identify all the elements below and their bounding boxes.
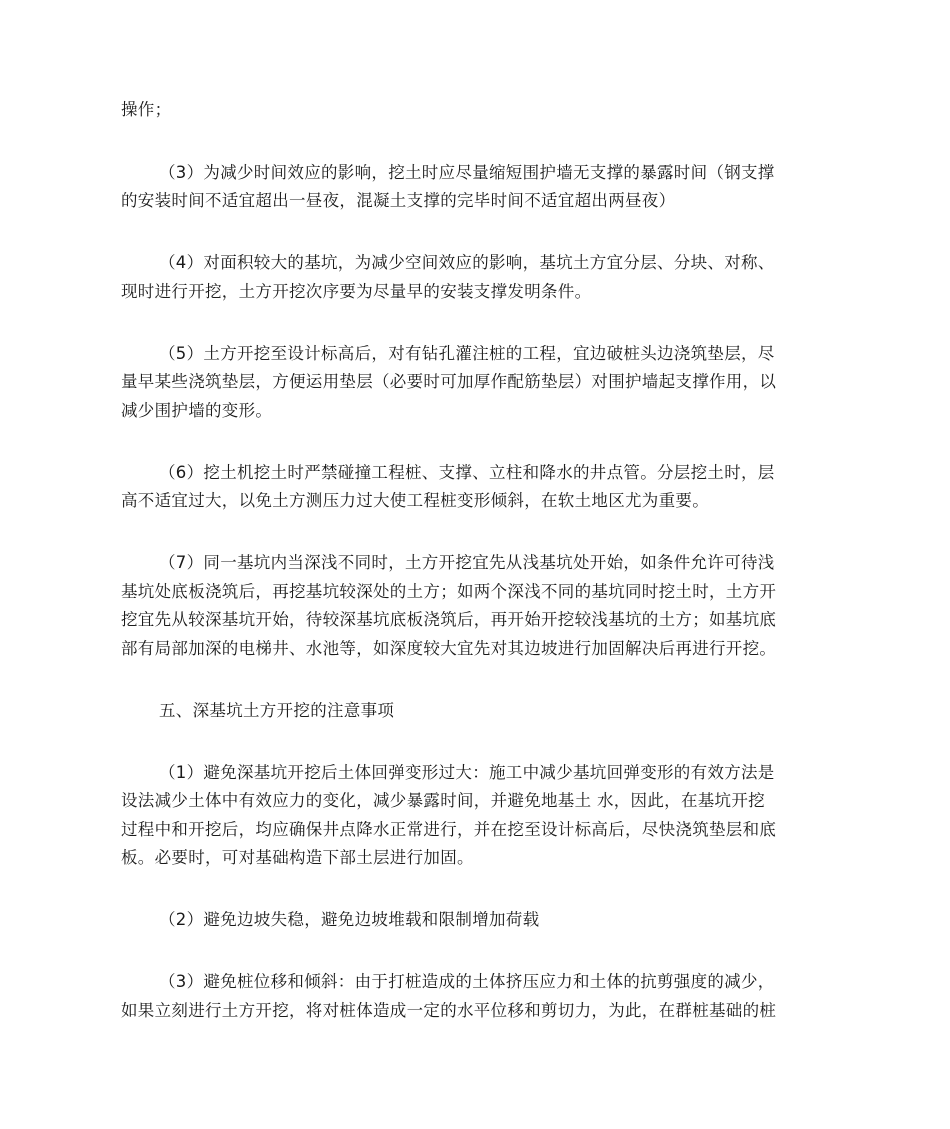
text-line: 操作；	[121, 100, 172, 119]
text-line: （3）为减少时间效应的影响，挖土时应尽量缩短围护墙无支撑的暴露时间（钢支撑	[159, 163, 775, 182]
text-line: 过程中和开挖后，均应确保井点降水正常进行，并在挖至设计标高后，尽快浇筑垫层和底	[121, 820, 777, 839]
section-heading: 五、深基坑土方开挖的注意事项	[159, 701, 395, 720]
text-line: 如果立刻进行土方开挖，将对桩体造成一定的水平位移和剪切力，为此，在群桩基础的桩	[121, 1001, 777, 1020]
text-line: 基坑处底板浇筑后，再挖基坑较深处的土方；如两个深浅不同的基坑同时挖土时，土方开	[121, 582, 777, 601]
text-line: （4）对面积较大的基坑，为减少空间效应的影响，基坑土方宜分层、分块、对称、	[159, 253, 775, 272]
text-line: （5）土方开挖至设计标高后，对有钻孔灌注桩的工程，宜边破桩头边浇筑垫层，尽	[159, 344, 775, 363]
text-line: 高不适宜过大，以免土方测压力过大使工程桩变形倾斜，在软土地区尤为重要。	[121, 491, 709, 510]
text-line: （3）避免桩位移和倾斜：由于打桩造成的土体挤压应力和土体的抗剪强度的减少，	[159, 972, 775, 991]
text-line: 板。必要时，可对基础构造下部土层进行加固。	[121, 848, 474, 867]
text-line: （6）挖土机挖土时严禁碰撞工程桩、支撑、立柱和降水的井点管。分层挖土时，层	[159, 463, 775, 482]
text-line: 现时进行开挖，土方开挖次序要为尽量早的安装支撑发明条件。	[121, 282, 592, 301]
text-line: （1）避免深基坑开挖后土体回弹变形过大：施工中减少基坑回弹变形的有效方法是	[159, 763, 775, 782]
text-line: 部有局部加深的电梯井、水池等，如深度较大宜先对其边坡进行加固解决后再进行开挖。	[121, 639, 777, 658]
text-line: （7）同一基坑内当深浅不同时，土方开挖宜先从浅基坑处开始，如条件允许可待浅	[159, 553, 775, 572]
text-line: （2）避免边坡失稳，避免边坡堆载和限制增加荷载	[159, 910, 540, 929]
text-line: 的安装时间不适宜超出一昼夜，混凝土支撑的完毕时间不适宜超出两昼夜）	[121, 191, 676, 210]
text-line: 减少围护墙的变形。	[121, 401, 273, 420]
text-line: 设法减少土体中有效应力的变化，减少暴露时间，并避免地基土 水，因此，在基坑开挖	[121, 791, 765, 810]
text-line: 量早某些浇筑垫层，方便运用垫层（必要时可加厚作配筋垫层）对围护墙起支撑作用，以	[121, 372, 777, 391]
text-line: 挖宜先从较深基坑开始，待较深基坑底板浇筑后，再开始开挖较浅基坑的土方；如基坑底	[121, 610, 777, 629]
